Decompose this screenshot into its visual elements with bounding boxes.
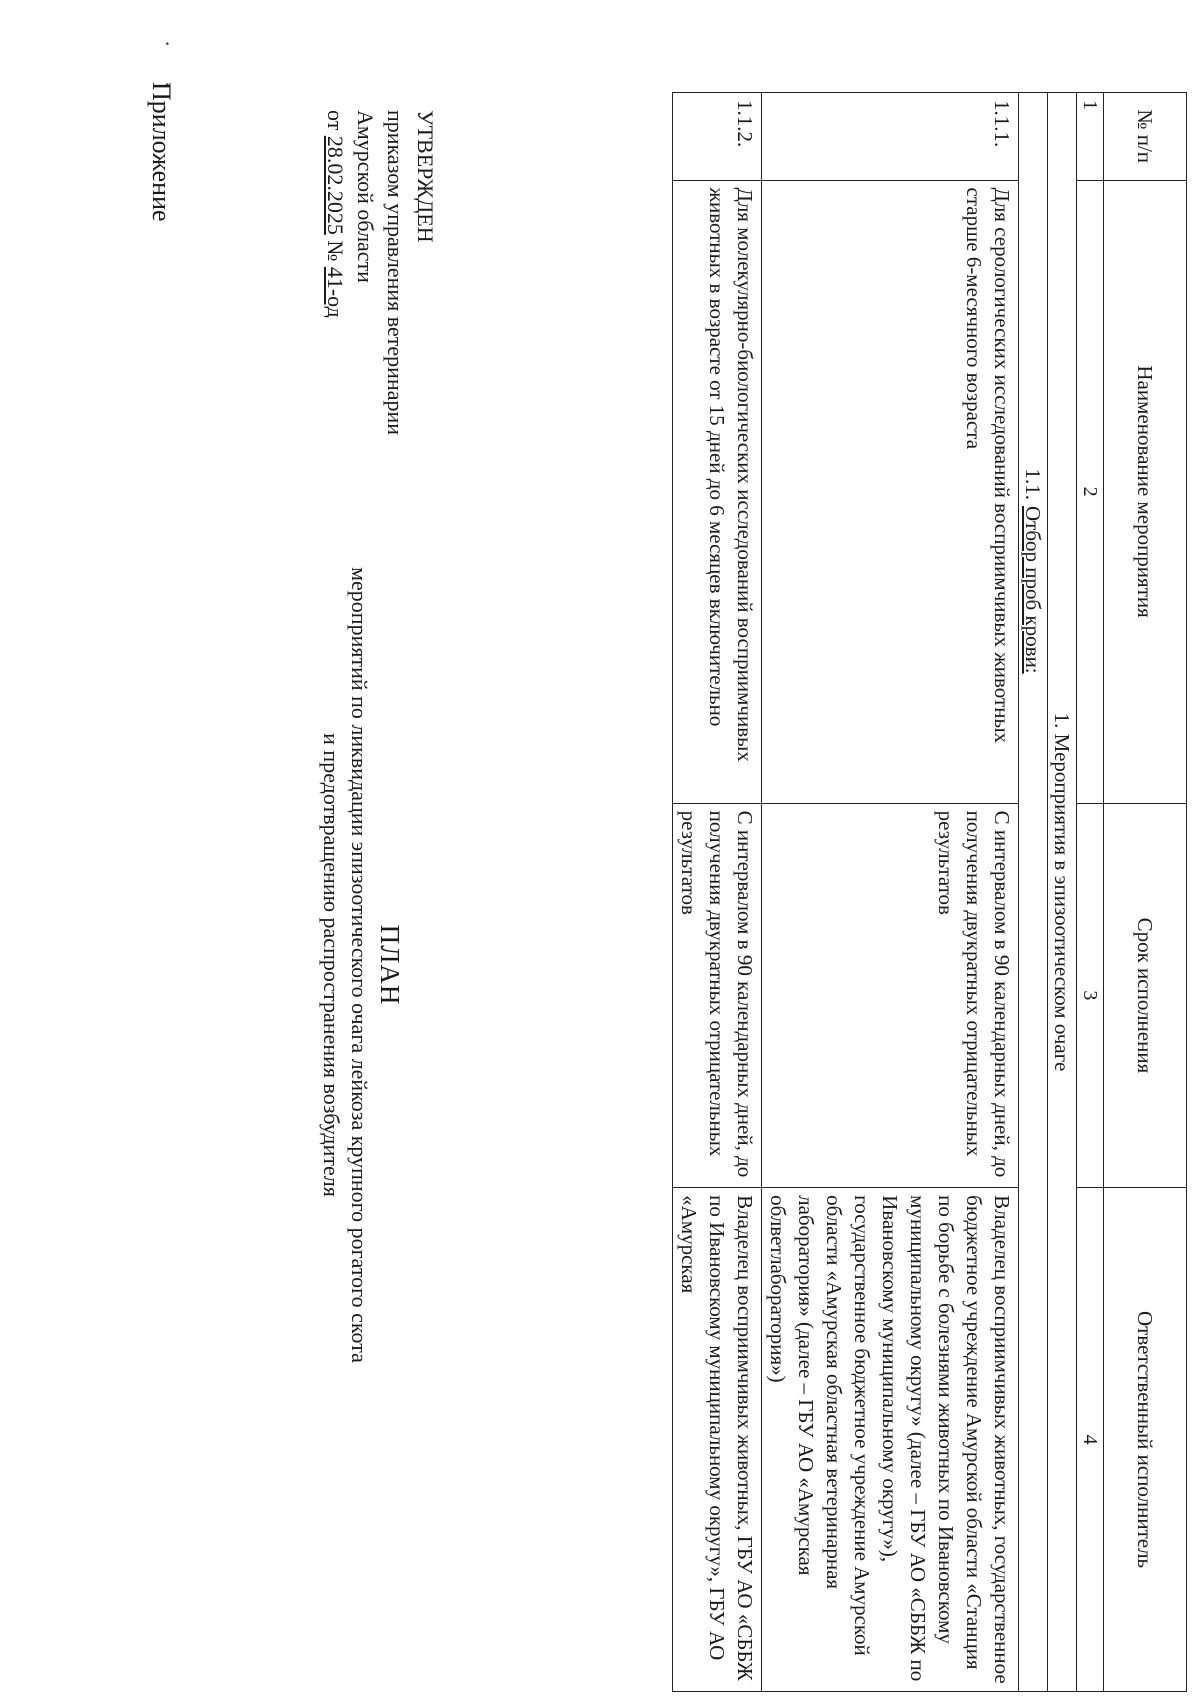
row-term: С интервалом в 90 календарных дней, до получения двукратных отрицательных результатов bbox=[673, 803, 762, 1188]
column-number: 2 bbox=[1077, 180, 1104, 803]
column-header-term: Срок исполнения bbox=[1104, 803, 1187, 1188]
approved-line-2: Амурской области bbox=[353, 110, 378, 283]
row-responsible: Владелец восприимчивых животных, государственное бюджетное учреждение Амурской области «Станция по борьбе с болезнями животных по Ивановскому муниципальному округу» (далее – ГБУ АО «СББЖ по Ивановскому муниципальному округу»), государственное бюджетное учреждение Амурской области «Амурская областная ветеринарная лаборатория» (далее – ГБУ АО «Амурская облветлаборатория») bbox=[762, 1188, 1019, 1692]
subsection-number: 1.1. bbox=[1021, 468, 1045, 500]
row-number: 1.1.1. bbox=[762, 93, 1019, 181]
column-header-number: № п/п bbox=[1104, 93, 1187, 181]
row-responsible: Владелец восприимчивых животных, ГБУ АО «СББЖ по Ивановскому муниципальному округу», ГБУ АО «Амурская bbox=[673, 1188, 762, 1692]
column-number-row bbox=[1077, 93, 1104, 1692]
scan-marks: · · bbox=[155, 40, 180, 103]
column-header-name: Наименование мероприятия bbox=[1104, 180, 1187, 803]
order-mid: № bbox=[323, 234, 348, 267]
subsection-cell bbox=[1019, 93, 1048, 1692]
row-activity: Для серологических исследований восприимчивых животных старше 6-месячного возраста bbox=[762, 180, 1019, 803]
order-date: 28.02.2025 bbox=[323, 135, 348, 235]
appendix-label: Приложение bbox=[147, 82, 176, 222]
plan-table bbox=[672, 92, 1187, 1692]
subsection-title: Отбор проб крови: bbox=[1021, 506, 1045, 674]
document-title: ПЛАН bbox=[375, 924, 405, 1006]
row-term: С интервалом в 90 календарных дней, до получения двукратных отрицательных результатов bbox=[762, 803, 1019, 1188]
table-header-row bbox=[1104, 93, 1187, 1692]
document-subtitle-line-1: мероприятий по ликвидации эпизоотического очага лейкоза крупного рогатого скота bbox=[347, 567, 372, 1363]
subsection-row bbox=[1019, 93, 1048, 1692]
table-row bbox=[673, 93, 762, 1692]
column-header-responsible: Ответственный исполнитель bbox=[1104, 1188, 1187, 1692]
section-row bbox=[1048, 93, 1077, 1692]
section-title: 1. Мероприятия в эпизоотическом очаге bbox=[1048, 93, 1077, 1692]
table-row bbox=[762, 93, 1019, 1692]
order-prefix: от bbox=[323, 110, 348, 136]
approved-title: УТВЕРЖДЕН bbox=[413, 110, 438, 243]
column-number: 3 bbox=[1077, 803, 1104, 1188]
column-number: 4 bbox=[1077, 1188, 1104, 1692]
approved-line-1: приказом управления ветеринарии bbox=[383, 110, 408, 436]
row-activity: Для молекулярно-биологических исследований восприимчивых животных в возрасте от 15 дней до 6 месяцев включительно bbox=[673, 180, 762, 803]
order-number: 41-од bbox=[323, 266, 348, 318]
row-number: 1.1.2. bbox=[673, 93, 762, 181]
document-subtitle-line-2: и предотвращению распространения возбудителя bbox=[319, 733, 344, 1197]
column-number: 1 bbox=[1077, 93, 1104, 181]
